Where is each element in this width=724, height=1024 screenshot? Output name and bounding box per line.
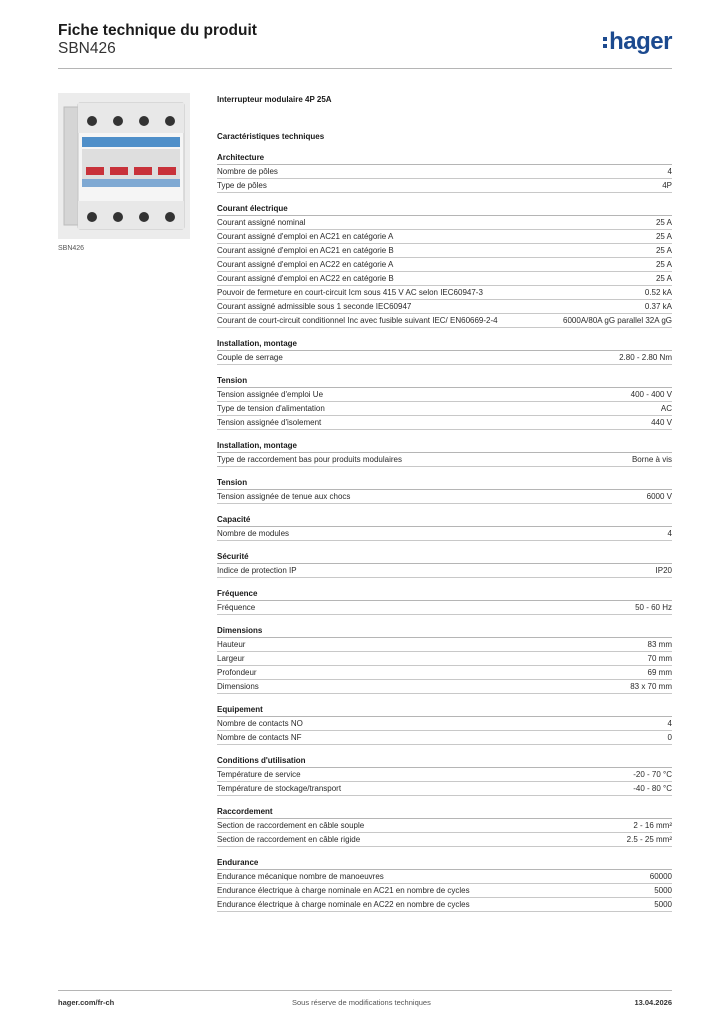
spec-label: Courant de court-circuit conditionnel Inc avec fusible suivant IEC/ EN60669-2-4: [217, 316, 498, 325]
spec-section: [217, 857, 672, 912]
logo-text: hager: [609, 28, 672, 55]
section-title: Fréquence: [217, 588, 672, 601]
spec-row: [217, 216, 672, 230]
spec-label: Tension assignée d'isolement: [217, 418, 322, 427]
spec-section: [217, 551, 672, 578]
section-title: Architecture: [217, 152, 672, 165]
spec-row: [217, 272, 672, 286]
spec-label: Type de pôles: [217, 181, 267, 190]
footer-disclaimer: Sous réserve de modifications techniques: [292, 998, 431, 1007]
spec-label: Tension assignée de tenue aux chocs: [217, 492, 351, 501]
section-title: Raccordement: [217, 806, 672, 819]
spec-label: Endurance électrique à charge nominale en AC21 en nombre de cycles: [217, 886, 470, 895]
section-title: Conditions d'utilisation: [217, 755, 672, 768]
spec-row: [217, 768, 672, 782]
spec-value: 60000: [649, 872, 672, 881]
spec-row: [217, 782, 672, 796]
spec-row: [217, 819, 672, 833]
spec-label: Nombre de pôles: [217, 167, 278, 176]
spec-value: 25 A: [655, 260, 672, 269]
spec-row: [217, 666, 672, 680]
spec-section: [217, 625, 672, 694]
spec-value: 83 x 70 mm: [630, 682, 672, 691]
spec-label: Endurance électrique à charge nominale en AC22 en nombre de cycles: [217, 900, 470, 909]
spec-value: IP20: [655, 566, 672, 575]
spec-label: Hauteur: [217, 640, 246, 649]
spec-value: 50 - 60 Hz: [635, 603, 672, 612]
header-divider: [58, 68, 672, 69]
spec-sections: [217, 152, 672, 912]
footer-date: 13.04.2026: [634, 998, 672, 1007]
spec-value: 400 - 400 V: [630, 390, 672, 399]
section-title: Courant électrique: [217, 203, 672, 216]
spec-label: Nombre de contacts NO: [217, 719, 303, 728]
spec-value: -20 - 70 °C: [633, 770, 672, 779]
spec-value: 69 mm: [647, 668, 672, 677]
spec-value: 5000: [654, 886, 672, 895]
section-title: Tension: [217, 375, 672, 388]
section-title: Installation, montage: [217, 338, 672, 351]
spec-section: [217, 514, 672, 541]
spec-section: [217, 152, 672, 193]
spec-label: Dimensions: [217, 682, 259, 691]
page-title: Fiche technique du produit: [58, 22, 257, 39]
spec-label: Courant assigné d'emploi en AC22 en catégorie B: [217, 274, 394, 283]
section-title: Installation, montage: [217, 440, 672, 453]
spec-label: Tension assignée d'emploi Ue: [217, 390, 324, 399]
spec-value: 25 A: [655, 246, 672, 255]
spec-row: [217, 388, 672, 402]
spec-label: Profondeur: [217, 668, 257, 677]
spec-row: [217, 244, 672, 258]
spec-row: [217, 258, 672, 272]
spec-label: Section de raccordement en câble souple: [217, 821, 365, 830]
spec-value: 70 mm: [647, 654, 672, 663]
spec-value: 440 V: [651, 418, 672, 427]
spec-row: [217, 870, 672, 884]
spec-row: [217, 652, 672, 666]
spec-value: -40 - 80 °C: [633, 784, 672, 793]
spec-value: Borne à vis: [631, 455, 672, 464]
footer-website[interactable]: hager.com/fr-ch: [58, 998, 115, 1007]
spec-row: [217, 490, 672, 504]
spec-section: [217, 375, 672, 430]
spec-row: [217, 527, 672, 541]
spec-value: 6000 V: [646, 492, 672, 501]
spec-value: 4: [667, 167, 672, 176]
footer-divider: [58, 990, 672, 991]
spec-label: Type de raccordement bas pour produits modulaires: [217, 455, 402, 464]
spec-content: [217, 93, 672, 922]
spec-label: Courant assigné d'emploi en AC22 en catégorie A: [217, 260, 394, 269]
section-title: Tension: [217, 477, 672, 490]
section-title: Sécurité: [217, 551, 672, 564]
spec-row: [217, 601, 672, 615]
spec-label: Indice de protection IP: [217, 566, 297, 575]
product-name: Interrupteur modulaire 4P 25A: [217, 95, 332, 104]
spec-value: 5000: [654, 900, 672, 909]
spec-label: Courant assigné nominal: [217, 218, 306, 227]
spec-label: Nombre de modules: [217, 529, 290, 538]
spec-label: Pouvoir de fermeture en court-circuit Icm sous 415 V AC selon IEC60947-3: [217, 288, 483, 297]
spec-section: [217, 588, 672, 615]
spec-value: 4P: [662, 181, 672, 190]
spec-value: AC: [660, 404, 672, 413]
spec-label: Couple de serrage: [217, 353, 283, 362]
spec-row: [217, 680, 672, 694]
spec-label: Température de stockage/transport: [217, 784, 342, 793]
spec-row: [217, 833, 672, 847]
product-image: [58, 93, 190, 239]
spec-value: 25 A: [655, 232, 672, 241]
spec-value: 2.5 - 25 mm²: [626, 835, 672, 844]
section-title: Capacité: [217, 514, 672, 527]
characteristics-title: Caractéristiques techniques: [217, 132, 325, 141]
spec-label: Type de tension d'alimentation: [217, 404, 325, 413]
spec-section: [217, 806, 672, 847]
spec-label: Endurance mécanique nombre de manoeuvres: [217, 872, 384, 881]
spec-value: 6000A/80A gG parallel 32A gG: [563, 316, 672, 325]
spec-row: [217, 402, 672, 416]
page-header: [58, 22, 672, 68]
spec-label: Largeur: [217, 654, 245, 663]
product-reference: SBN426: [58, 40, 116, 57]
spec-label: Nombre de contacts NF: [217, 733, 302, 742]
spec-value: 4: [667, 719, 672, 728]
spec-label: Courant assigné d'emploi en AC21 en catégorie A: [217, 232, 394, 241]
spec-value: 25 A: [655, 274, 672, 283]
spec-row: [217, 453, 672, 467]
hager-logo: [603, 28, 672, 56]
spec-row: [217, 638, 672, 652]
spec-label: Courant assigné admissible sous 1 seconde IEC60947: [217, 302, 412, 311]
logo-dots-icon: [603, 35, 607, 49]
spec-row: [217, 416, 672, 430]
spec-row: [217, 731, 672, 745]
spec-row: [217, 286, 672, 300]
spec-row: [217, 230, 672, 244]
spec-row: [217, 717, 672, 731]
spec-section: [217, 704, 672, 745]
spec-value: 0.37 kA: [644, 302, 672, 311]
spec-value: 4: [667, 529, 672, 538]
spec-row: [217, 314, 672, 328]
spec-section: [217, 755, 672, 796]
image-caption: SBN426: [58, 245, 85, 252]
spec-row: [217, 898, 672, 912]
spec-row: [217, 165, 672, 179]
spec-row: [217, 300, 672, 314]
spec-value: 83 mm: [647, 640, 672, 649]
spec-value: 0.52 kA: [644, 288, 672, 297]
spec-value: 25 A: [655, 218, 672, 227]
section-title: Endurance: [217, 857, 672, 870]
spec-row: [217, 351, 672, 365]
spec-section: [217, 203, 672, 328]
spec-section: [217, 338, 672, 365]
spec-row: [217, 884, 672, 898]
spec-label: Section de raccordement en câble rigide: [217, 835, 361, 844]
spec-row: [217, 564, 672, 578]
spec-label: Courant assigné d'emploi en AC21 en catégorie B: [217, 246, 394, 255]
spec-label: Température de service: [217, 770, 301, 779]
section-title: Dimensions: [217, 625, 672, 638]
spec-value: 2.80 - 2.80 Nm: [619, 353, 672, 362]
spec-value: 2 - 16 mm²: [633, 821, 672, 830]
spec-section: [217, 477, 672, 504]
switch-device-icon: [58, 93, 190, 239]
spec-section: [217, 440, 672, 467]
section-title: Equipement: [217, 704, 672, 717]
spec-value: 0: [667, 733, 672, 742]
spec-row: [217, 179, 672, 193]
spec-label: Fréquence: [217, 603, 256, 612]
